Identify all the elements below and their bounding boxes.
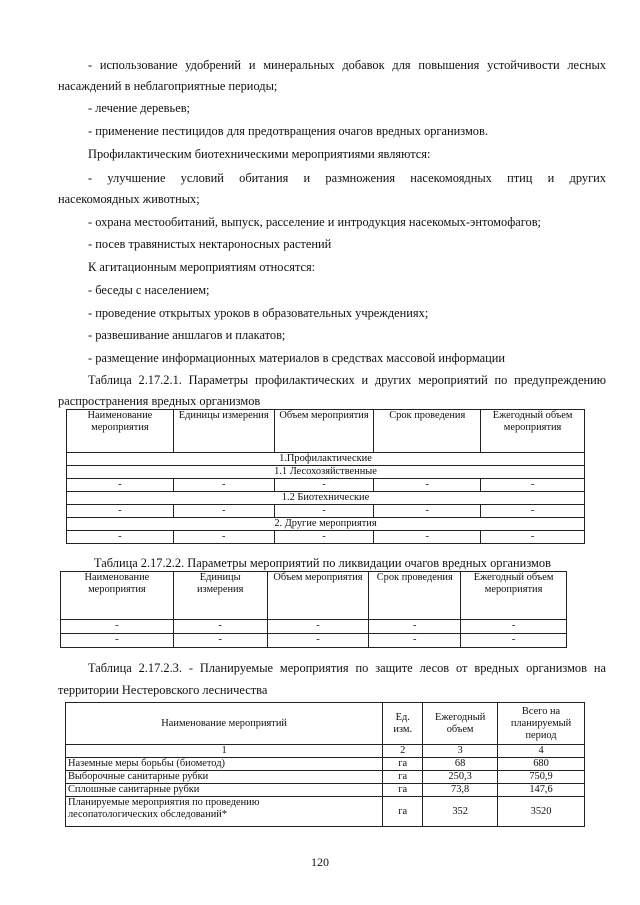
table1-header: Ежегодный объем мероприятия	[481, 410, 585, 453]
table3-name: Планируемые мероприятия по проведению лесопатологических обследований*	[66, 797, 383, 827]
table2-header: Единицы измерения	[173, 572, 267, 620]
table3-annual: 352	[423, 797, 498, 827]
table1-cell: -	[274, 505, 374, 518]
table-row	[66, 771, 585, 784]
table1-cell: -	[374, 531, 481, 544]
table3-total: 147,6	[498, 784, 585, 797]
text-line: - применение пестицидов для предотвращения очагов вредных организмов.	[88, 124, 488, 138]
text-line: - беседы с населением;	[88, 283, 210, 297]
table2-cell: -	[267, 620, 369, 634]
text-line: - размещение информационных материалов в средствах массовой информации	[88, 351, 506, 365]
table3-total: 750,9	[498, 771, 585, 784]
table3-name: Наземные меры борьбы (биометод)	[66, 758, 383, 771]
table2-cell: -	[61, 634, 174, 648]
table-row	[61, 634, 567, 648]
table-row	[67, 479, 585, 492]
table-row	[61, 620, 567, 634]
table2-header: Объем мероприятия	[267, 572, 369, 620]
table2-header: Ежегодный объем мероприятия	[461, 572, 567, 620]
text-line: - улучшение условий обитания и размножения насекомоядных птиц и других	[88, 171, 606, 185]
table3-header: Ед. изм.	[383, 703, 423, 745]
table1-cell: -	[173, 531, 274, 544]
table1-caption: Таблица 2.17.2.1. Параметры профилактических и других мероприятий по предупреждению	[88, 373, 606, 387]
text-line: - использование удобрений и минеральных добавок для повышения устойчивости лесных	[88, 58, 606, 72]
table1-cell: -	[481, 505, 585, 518]
table3-name: Выборочные санитарные рубки	[66, 771, 383, 784]
table3-unit: га	[383, 771, 423, 784]
table2-cell: -	[461, 620, 567, 634]
table1-cell: -	[274, 531, 374, 544]
table2-cell: -	[369, 634, 461, 648]
table3-caption-cont: территории Нестеровского лесничества	[58, 683, 268, 697]
table3-total: 680	[498, 758, 585, 771]
table3	[65, 702, 585, 827]
table1-header-row	[67, 410, 585, 453]
page-number: 120	[311, 855, 329, 869]
table1-section: 2. Другие мероприятия	[67, 518, 585, 531]
table3-caption: Таблица 2.17.2.3. - Планируемые мероприятия по защите лесов от вредных организмов на	[88, 661, 606, 675]
text-line: - посев травянистых нектароносных растений	[88, 237, 332, 251]
table3-name: Сплошные санитарные рубки	[66, 784, 383, 797]
table3-annual: 68	[423, 758, 498, 771]
table2	[60, 571, 567, 648]
table-row	[66, 758, 585, 771]
table2-caption: Таблица 2.17.2.2. Параметры мероприятий по ликвидации очагов вредных организмов	[94, 556, 551, 570]
table-row	[66, 784, 585, 797]
table1-section: 1.1 Лесохозяйственные	[67, 466, 585, 479]
table3-annual: 250,3	[423, 771, 498, 784]
table3-colnum: 1	[66, 745, 383, 758]
table2-cell: -	[173, 620, 267, 634]
table1-section: 1.Профилактические	[67, 453, 585, 466]
table-row	[67, 505, 585, 518]
table1-cell: -	[67, 531, 174, 544]
table3-colnum: 2	[383, 745, 423, 758]
text-line: насекомоядных животных;	[58, 192, 200, 206]
table3-header-row	[66, 703, 585, 745]
table3-colnum: 4	[498, 745, 585, 758]
table1-cell: -	[173, 505, 274, 518]
table-row	[67, 531, 585, 544]
table1-cell: -	[274, 479, 374, 492]
table3-unit: га	[383, 758, 423, 771]
table1-header: Срок проведения	[374, 410, 481, 453]
table3-annual: 73,8	[423, 784, 498, 797]
text-line: - лечение деревьев;	[88, 101, 190, 115]
table1-section: 1.2 Биотехнические	[67, 492, 585, 505]
table2-header-row	[61, 572, 567, 620]
table1-caption-cont: распространения вредных организмов	[58, 394, 261, 408]
table2-cell: -	[61, 620, 174, 634]
table1-cell: -	[374, 505, 481, 518]
table-row	[66, 797, 585, 827]
table1-header: Наименование мероприятия	[67, 410, 174, 453]
text-line: - проведение открытых уроков в образовательных учреждениях;	[88, 306, 429, 320]
table1-header: Единицы измерения	[173, 410, 274, 453]
table1-cell: -	[481, 479, 585, 492]
text-line: К агитационным мероприятиям относятся:	[88, 260, 316, 274]
table3-number-row	[66, 745, 585, 758]
table2-cell: -	[369, 620, 461, 634]
table1	[66, 409, 585, 544]
table3-unit: га	[383, 784, 423, 797]
table3-header: Всего на планируемый период	[498, 703, 585, 745]
text-line: - развешивание аншлагов и плакатов;	[88, 328, 286, 342]
table3-colnum: 3	[423, 745, 498, 758]
table1-cell: -	[481, 531, 585, 544]
table1-cell: -	[173, 479, 274, 492]
text-line: насаждений в неблагоприятные периоды;	[58, 79, 278, 93]
table1-cell: -	[67, 479, 174, 492]
table1-cell: -	[67, 505, 174, 518]
table3-unit: га	[383, 797, 423, 827]
table2-header: Наименование мероприятия	[61, 572, 174, 620]
table2-cell: -	[173, 634, 267, 648]
table1-header: Объем мероприятия	[274, 410, 374, 453]
table3-total: 3520	[498, 797, 585, 827]
text-line: Профилактическим биотехническими мероприятиями являются:	[88, 147, 431, 161]
table3-header: Наименование мероприятий	[66, 703, 383, 745]
table3-header: Ежегодный объем	[423, 703, 498, 745]
table2-header: Срок проведения	[369, 572, 461, 620]
text-line: - охрана местообитаний, выпуск, расселение и интродукция насекомых-энтомофагов;	[88, 215, 541, 229]
table2-cell: -	[267, 634, 369, 648]
table1-cell: -	[374, 479, 481, 492]
table2-cell: -	[461, 634, 567, 648]
